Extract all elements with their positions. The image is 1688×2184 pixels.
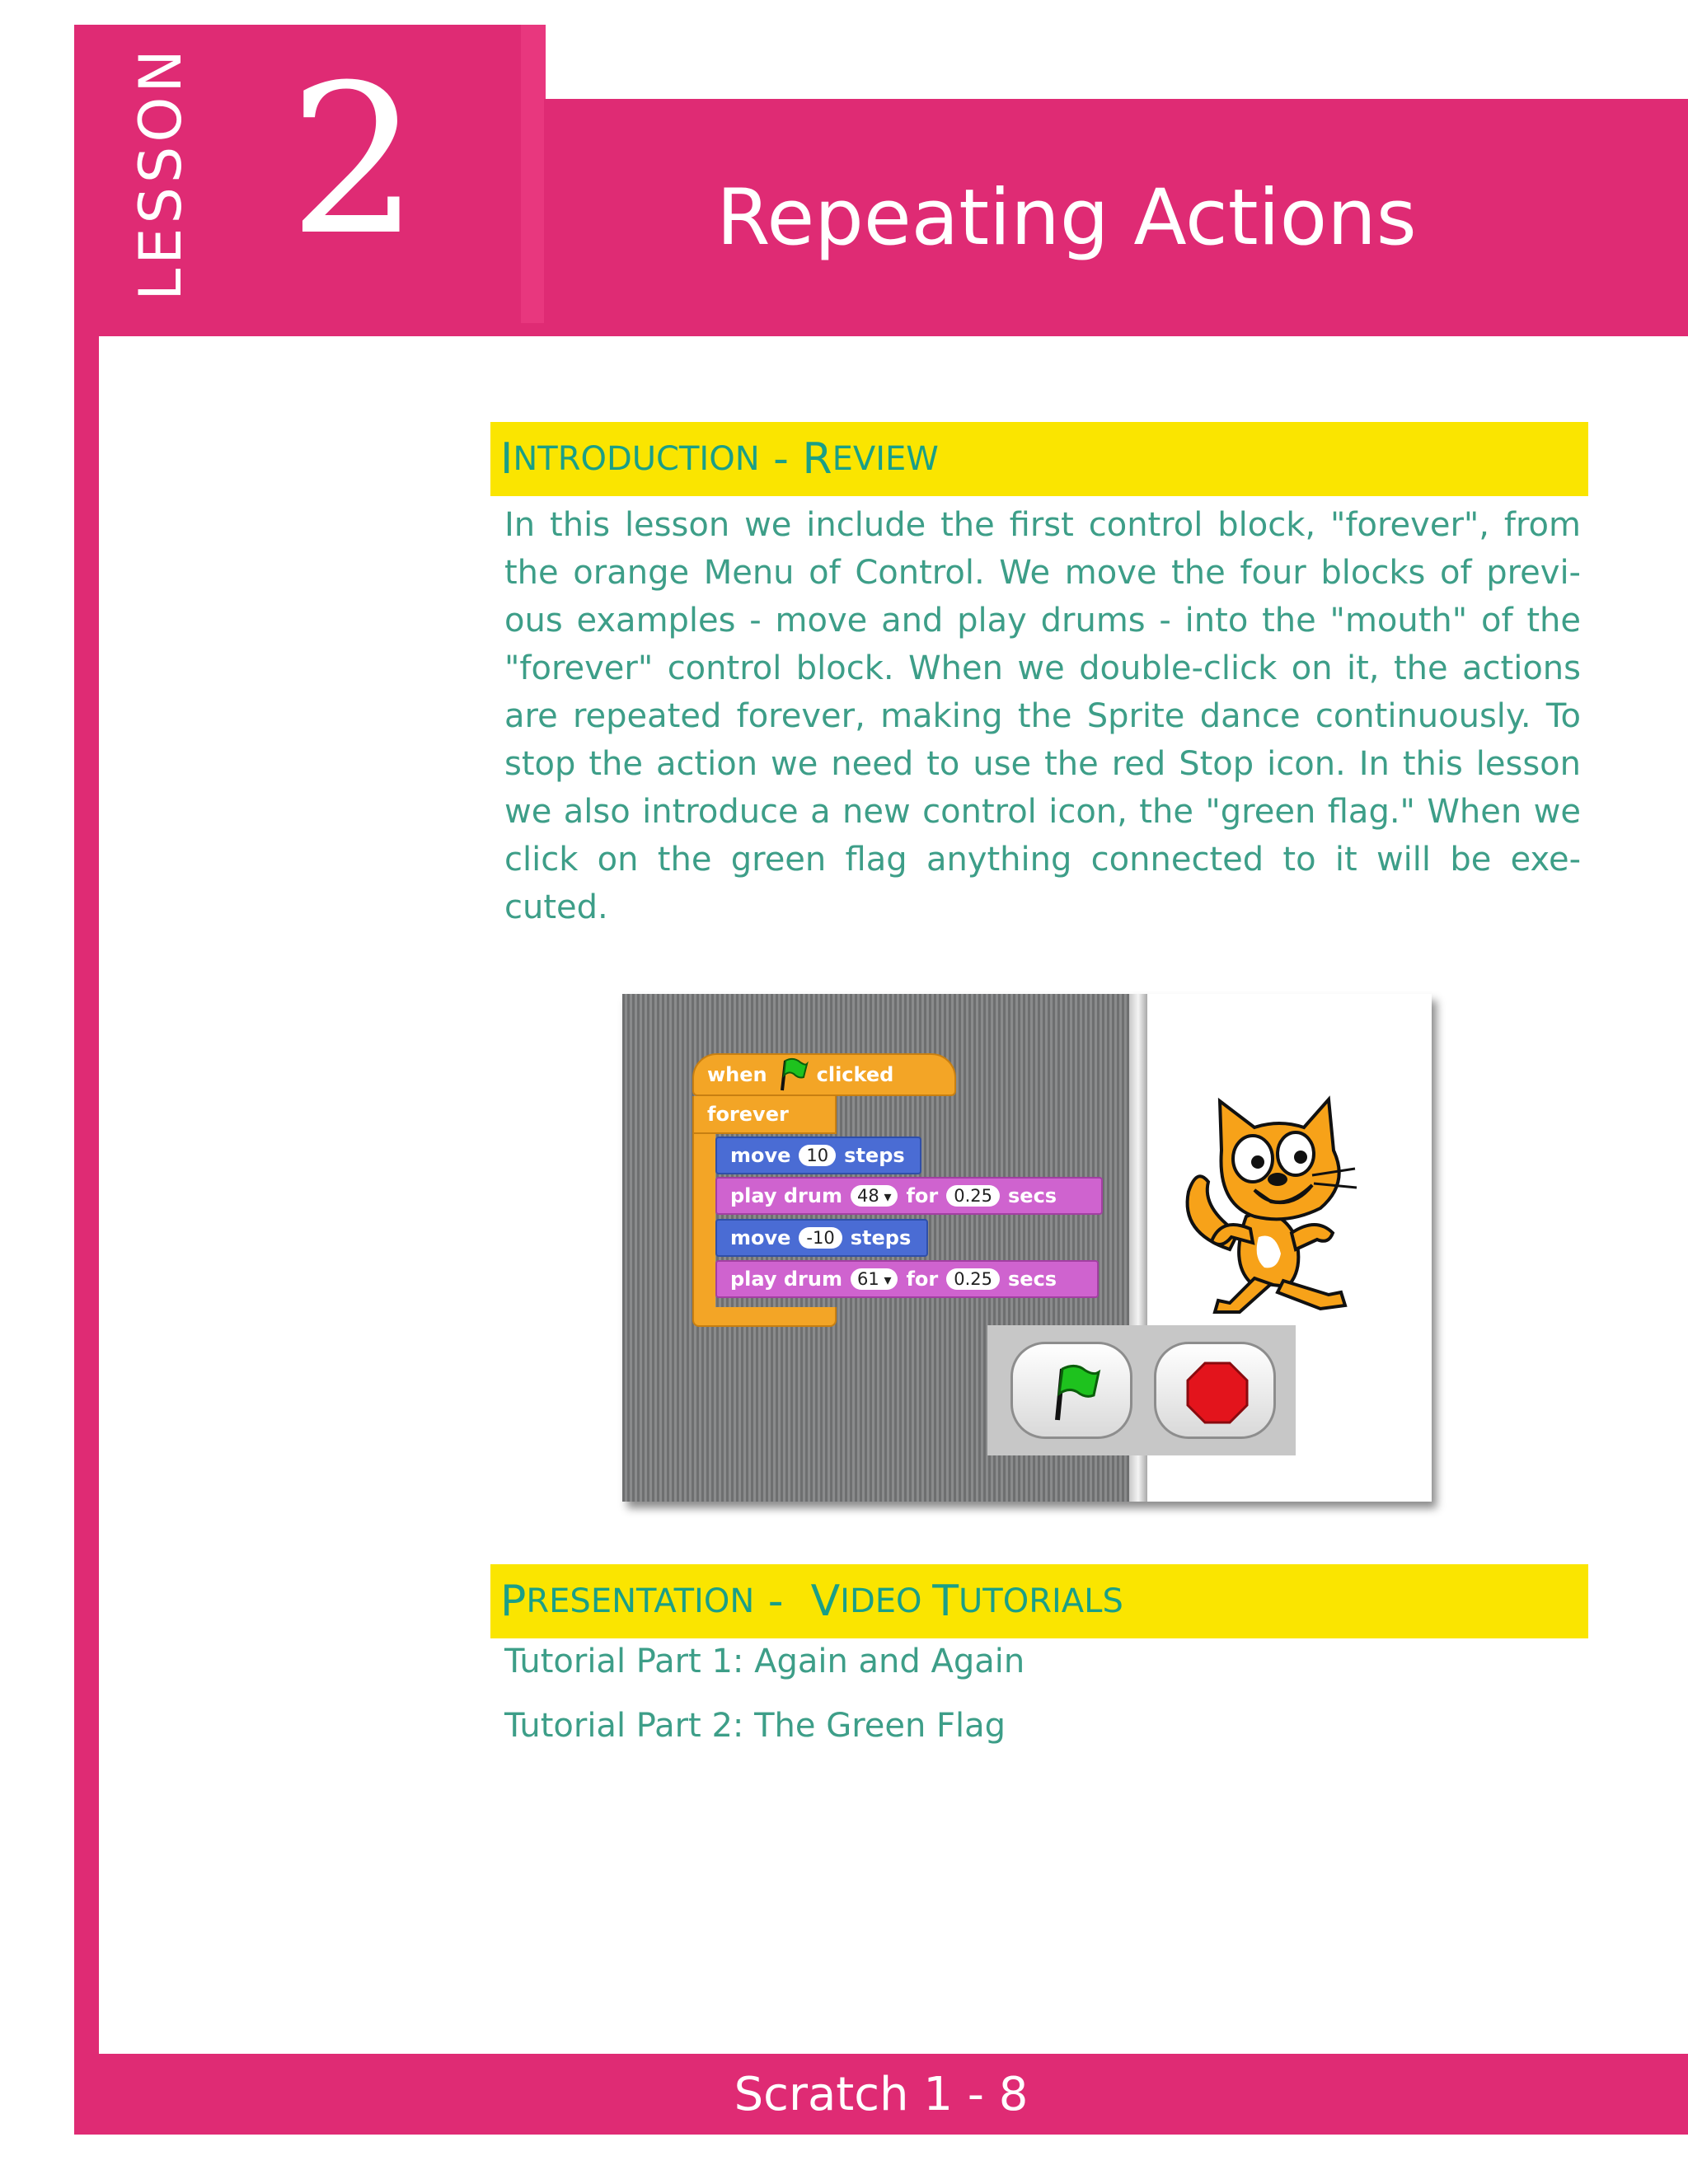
- block-suffix: secs: [1008, 1184, 1057, 1207]
- forever-label: forever: [707, 1103, 789, 1126]
- block-suffix: secs: [1008, 1268, 1057, 1291]
- heading-separator: -: [754, 1577, 811, 1626]
- green-flag-button: [1010, 1342, 1132, 1439]
- scratch-cat-sprite: [1172, 1093, 1378, 1324]
- block-label: move: [730, 1226, 791, 1249]
- control-buttons-panel: [987, 1325, 1296, 1455]
- presentation-heading: [490, 1564, 1588, 1638]
- forever-block-bottom: [692, 1307, 837, 1327]
- lesson-accent-stripe: [521, 25, 546, 323]
- heading-initial: R: [802, 434, 832, 484]
- heading-smallcaps: RESENTATION: [526, 1582, 755, 1620]
- green-flag-icon: [776, 1057, 809, 1092]
- drum-dropdown: 48 ▾: [851, 1185, 898, 1207]
- introduction-heading: [490, 422, 1588, 496]
- forever-block-arm: [692, 1134, 715, 1307]
- block-label: play drum: [730, 1268, 842, 1291]
- play-drum-block: [715, 1260, 1099, 1298]
- heading-initial: T: [932, 1577, 959, 1626]
- heading-initial: P: [500, 1577, 527, 1626]
- forever-block: [692, 1096, 837, 1134]
- block-suffix: steps: [850, 1226, 912, 1249]
- tutorial-link-part-2[interactable]: Tutorial Part 2: The Green Flag: [504, 1707, 1006, 1745]
- play-drum-block: [715, 1177, 1103, 1215]
- move-steps-block: [715, 1137, 921, 1174]
- heading-smallcaps: UTORIALS: [959, 1582, 1123, 1620]
- scratch-screenshot: [622, 994, 1432, 1502]
- heading-initial: I: [500, 434, 513, 484]
- page-title: Repeating Actions: [716, 172, 1417, 263]
- when-flag-clicked-block: [692, 1053, 956, 1096]
- block-label: move: [730, 1144, 791, 1167]
- heading-initial: V: [810, 1577, 841, 1626]
- heading-smallcaps: NTRODUCTION: [513, 440, 760, 478]
- left-frame-bar: [74, 25, 99, 2135]
- green-flag-icon: [1044, 1362, 1104, 1423]
- heading-smallcaps: EVIEW: [832, 440, 939, 478]
- hat-when-label: when: [707, 1063, 767, 1086]
- block-duration: 0.25: [946, 1268, 1000, 1290]
- block-for: for: [906, 1184, 939, 1207]
- hat-clicked-label: clicked: [816, 1063, 894, 1086]
- introduction-body: In this lesson we include the first control block, "forever", from the orange Menu of Control. We move the four blocks of previ- ous examples - move and play drums - into the "mouth" of the "forever" control block. When we double-click on it, the actions are repeated forever, making the Sprite dance continuously. To stop the action we need to use the red Stop icon. In this lesson we also introduce a new control icon, the "green flag." When we click on the green flag anything connected to it will be exe- cuted.: [504, 506, 1581, 926]
- block-label: play drum: [730, 1184, 842, 1207]
- lesson-number: 2: [288, 40, 420, 280]
- drum-dropdown: 61 ▾: [851, 1268, 898, 1290]
- block-value: -10: [799, 1227, 842, 1249]
- stop-button: [1154, 1342, 1276, 1439]
- lesson-label: LESSON: [127, 45, 195, 301]
- tutorial-link-part-1[interactable]: Tutorial Part 1: Again and Again: [504, 1643, 1025, 1680]
- stop-icon: [1186, 1361, 1249, 1424]
- block-duration: 0.25: [946, 1185, 1000, 1207]
- block-suffix: steps: [844, 1144, 905, 1167]
- block-value: 10: [799, 1145, 836, 1166]
- footer-page-label: Scratch 1 - 8: [734, 2067, 1029, 2121]
- heading-smallcaps: IDEO: [840, 1582, 933, 1620]
- block-for: for: [906, 1268, 939, 1291]
- move-steps-block: [715, 1219, 928, 1257]
- heading-separator: -: [759, 434, 803, 484]
